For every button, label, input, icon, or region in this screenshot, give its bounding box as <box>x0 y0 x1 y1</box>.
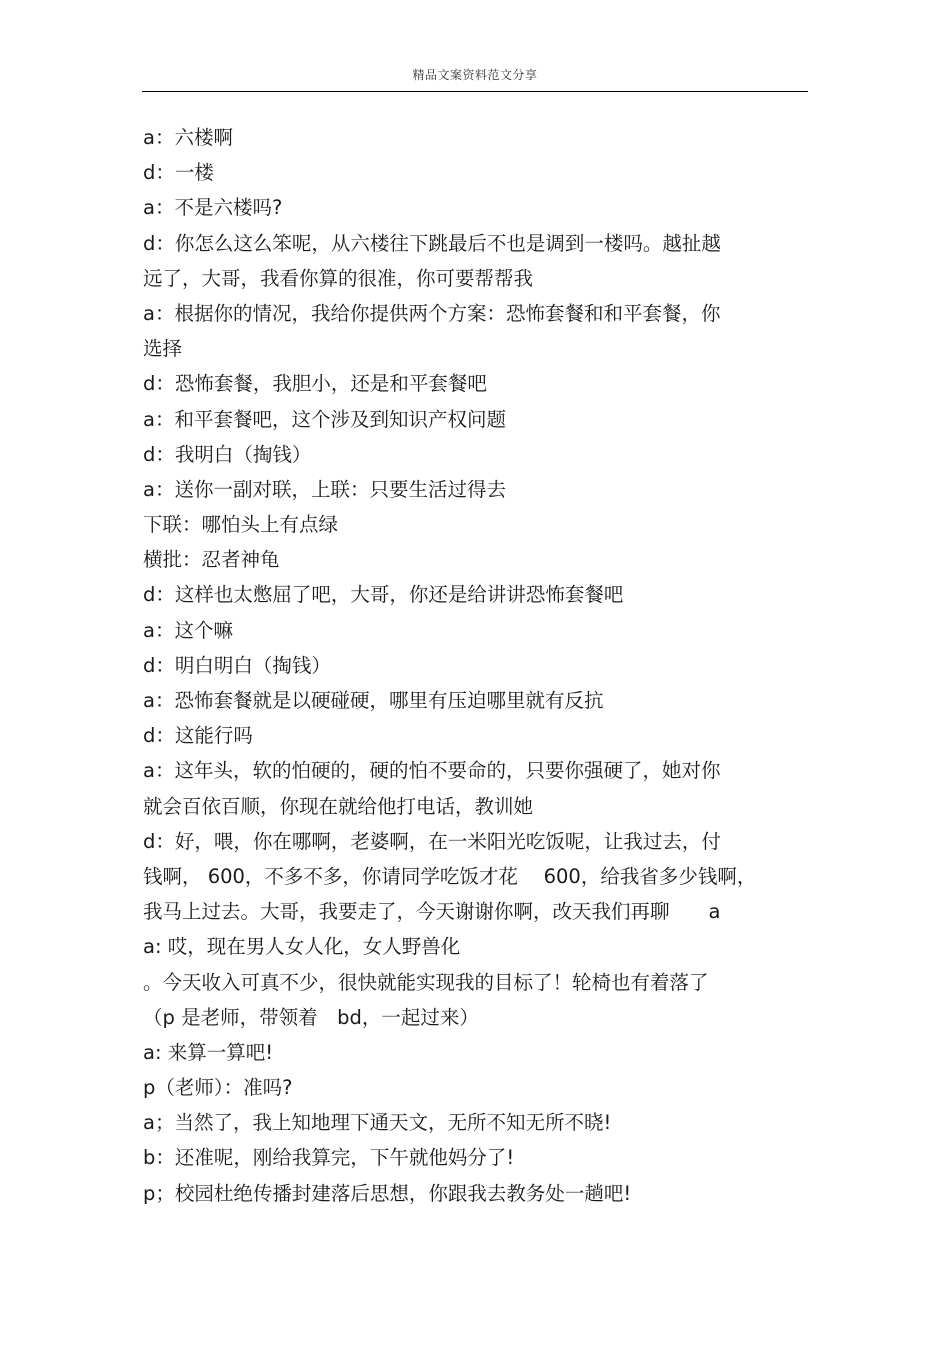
text-line: a：送你一副对联，上联：只要生活过得去 <box>143 477 506 501</box>
text-line: b：还准呢，刚给我算完，下午就他妈分了! <box>143 1146 515 1170</box>
dialogue-body <box>143 120 773 1211</box>
text-line: 远了，大哥，我看你算的很准，你可要帮帮我 <box>143 266 534 290</box>
text-line: a：这个嘛 <box>143 618 233 642</box>
text-line: 就会百依百顺，你现在就给他打电话，教训她 <box>143 794 534 818</box>
text-line: p（老师）：准吗? <box>143 1076 293 1100</box>
text-line: 下联：哪怕头上有点绿 <box>143 513 339 537</box>
text-line: d：一楼 <box>143 161 214 185</box>
text-line: a；当然了，我上知地理下通天文，无所不知无所不晓! <box>143 1111 612 1135</box>
text-line: d：好，喂，你在哪啊，老婆啊，在一米阳光吃饭呢，让我过去，付 <box>143 829 721 853</box>
text-line: d：恐怖套餐，我胆小，还是和平套餐吧 <box>143 372 487 396</box>
text-line: （p 是老师，带领着 bd，一起过来） <box>143 1005 479 1029</box>
header-divider <box>142 91 808 92</box>
text-line: d：这样也太憋屈了吧，大哥，你还是给讲讲恐怖套餐吧 <box>143 583 624 607</box>
text-line: 我马上过去。大哥，我要走了，今天谢谢你啊，改天我们再聊 a <box>143 900 721 924</box>
text-line: a：六楼啊 <box>143 126 233 149</box>
text-line: 。今天收入可真不少，很快就能实现我的目标了！轮椅也有着落了 <box>143 970 709 994</box>
text-line: d：这能行吗 <box>143 724 253 748</box>
page-header: 精品文案资料范文分享 <box>412 68 538 82</box>
text-line: 横批：忍者神龟 <box>143 548 280 572</box>
text-line: a：根据你的情况，我给你提供两个方案：恐怖套餐和和平套餐，你 <box>143 301 721 325</box>
text-line: 钱啊， 600，不多不多，你请同学吃饭才花 600，给我省多少钱啊， <box>143 864 757 888</box>
text-line: d：你怎么这么笨呢，从六楼往下跳最后不也是调到一楼吗。越扯越 <box>143 231 721 255</box>
text-line: a：这年头，软的怕硬的，硬的怕不要命的，只要你强硬了，她对你 <box>143 759 721 783</box>
text-line: a: 哎，现在男人女人化，女人野兽化 <box>143 935 461 959</box>
text-line: a：和平套餐吧，这个涉及到知识产权问题 <box>143 407 506 431</box>
text-line: d：明白明白（掏钱） <box>143 653 331 677</box>
text-line: d：我明白（掏钱） <box>143 442 312 466</box>
text-line: 选择 <box>143 337 183 361</box>
text-line: a: 来算一算吧! <box>143 1040 274 1064</box>
text-line: a：恐怖套餐就是以硬碰硬，哪里有压迫哪里就有反抗 <box>143 689 604 712</box>
text-line: a：不是六楼吗? <box>143 196 283 220</box>
text-line: p；校园杜绝传播封建落后思想，你跟我去教务处一趟吧! <box>143 1181 632 1205</box>
